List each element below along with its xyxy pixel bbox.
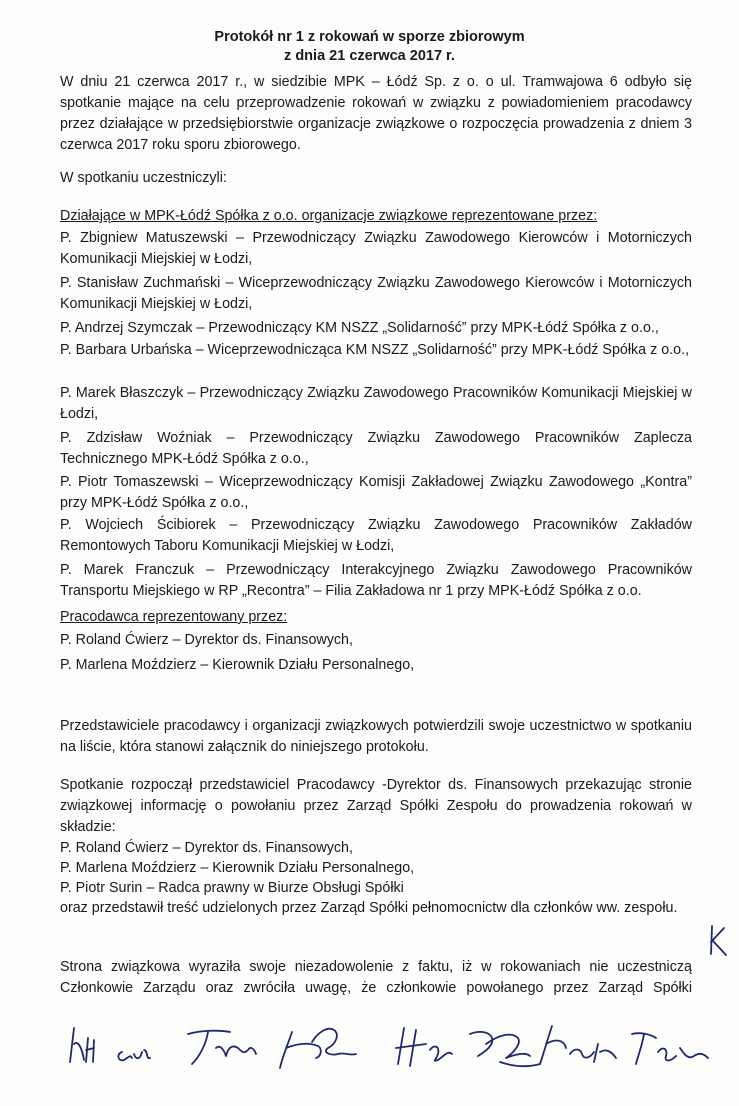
signature-7 xyxy=(540,1026,616,1064)
union-rep-8: P. Wojciech Ścibiorek – Przewodniczący Związku Zawodowego Pracowników Zakładów Remontowych Taboru Komunikacji Miejskiej w Łodzi, xyxy=(60,517,692,554)
signature-6 xyxy=(470,1032,540,1066)
signature-5 xyxy=(396,1028,452,1066)
team-member-2: P. Marlena Moździerz – Kierownik Działu Personalnego, xyxy=(60,860,415,876)
document-title: Protokół nr 1 z rokowań w sporze zbiorowym xyxy=(214,29,525,45)
signature-4 xyxy=(280,1029,356,1068)
union-rep-2: P. Stanisław Zuchmański – Wiceprzewodniczący Związku Zawodowego Kierowców i Motorniczych Komunikacji Miejskiej w Łodzi, xyxy=(60,275,692,312)
participants-heading: W spotkaniu uczestniczyli: xyxy=(60,170,227,186)
employer-rep-2: P. Marlena Moździerz – Kierownik Działu Personalnego, xyxy=(60,657,415,673)
employer-rep-1: P. Roland Ćwierz – Dyrektor ds. Finansowych, xyxy=(60,632,353,648)
union-rep-6: P. Zdzisław Woźniak – Przewodniczący Związku Zawodowego Pracowników Zaplecza Technicznego MPK-Łódź Spółka z o.o., xyxy=(60,430,692,467)
union-rep-4: P. Barbara Urbańska – Wiceprzewodnicząca KM NSZZ „Solidarność” przy MPK-Łódź Spółka z o.o., xyxy=(60,342,690,358)
union-rep-5: P. Marek Błaszczyk – Przewodniczący Związku Zawodowego Pracowników Komunikacji Miejskiej w Łodzi, xyxy=(60,385,692,422)
confirmation-paragraph: Przedstawiciele pracodawcy i organizacji związkowych potwierdzili swoje uczestnictwo w spotkaniu na liście, która stanowi załącznik do niniejszego protokołu. xyxy=(60,718,692,755)
union-rep-7: P. Piotr Tomaszewski – Wiceprzewodniczący Komisji Zakładowej Związku Zawodowego „Kontra” przy MPK-Łódź Spółka z o.o., xyxy=(60,474,692,511)
opening-paragraph: Spotkanie rozpoczął przedstawiciel Pracodawcy -Dyrektor ds. Finansowych przekazując stronie związkowej informację o powołaniu przez Zarząd Spółki Zespołu do prowadzenia rokowań w składzie: xyxy=(60,777,692,835)
intro-paragraph: W dniu 21 czerwca 2017 r., w siedzibie MPK – Łódź Sp. z o. o ul. Tramwajowa 6 odbyło się spotkanie mające na celu przeprowadzenie rokowań w związku z powiadomieniem pracodawcy przez działające w przedsiębiorstwie organizacje związkowe o rozpoczęcia prowadzenia z dniem 3 czerwca 2017 roku sporu zbiorowego. xyxy=(60,74,692,153)
signatures-area xyxy=(60,1004,720,1094)
signature-3 xyxy=(188,1031,256,1064)
union-rep-3: P. Andrzej Szymczak – Przewodniczący KM NSZZ „Solidarność” przy MPK-Łódź Spółka z o.o., xyxy=(60,320,659,336)
signature-8 xyxy=(632,1033,708,1064)
union-rep-9: P. Marek Franczuk – Przewodniczący Interakcyjnego Związku Zawodowego Pracowników Transportu Miejskiego w RP „Recontra” – Filia Zakładowa nr 1 przy MPK-Łódź Spółka z o.o. xyxy=(60,562,692,599)
signature-2 xyxy=(118,1050,150,1060)
team-member-3: P. Piotr Surin – Radca prawny w Biurze Obsługi Spółki xyxy=(60,880,404,896)
unions-heading: Działające w MPK-Łódź Spółka z o.o. organizacje związkowe reprezentowane przez: xyxy=(60,208,598,224)
union-rep-1: P. Zbigniew Matuszewski – Przewodniczący Związku Zawodowego Kierowców i Motorniczych Komunikacji Miejskiej w Łodzi, xyxy=(60,230,692,267)
margin-initial-mark xyxy=(706,924,728,958)
document-subtitle: z dnia 21 czerwca 2017 r. xyxy=(284,48,455,64)
employer-heading: Pracodawca reprezentowany przez: xyxy=(60,609,288,625)
mandate-paragraph: oraz przedstawił treść udzielonych przez Zarząd Spółki pełnomocnictw dla członków ww. zespołu. xyxy=(60,900,678,916)
closing-paragraph: Strona związkowa wyraziła swoje niezadowolenie z faktu, iż w rokowaniach nie uczestniczą Członkowie Zarządu oraz zwróciła uwagę, że członkowie powołanego przez Zarząd Spółki xyxy=(60,959,692,996)
team-member-1: P. Roland Ćwierz – Dyrektor ds. Finansowych, xyxy=(60,840,353,856)
signature-1 xyxy=(70,1028,94,1062)
